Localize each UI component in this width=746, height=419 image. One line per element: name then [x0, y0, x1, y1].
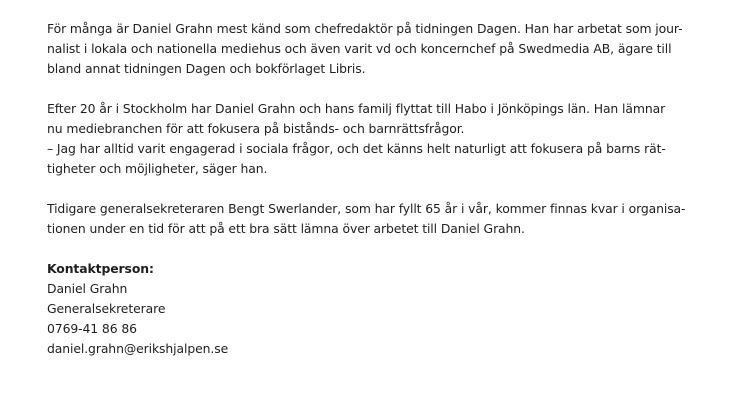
paragraph-3	[47, 199, 707, 239]
paragraph-line: bland annat tidningen Dagen och bokförlaget Libris.	[47, 61, 366, 76]
contact-label: Kontaktperson:	[47, 261, 154, 276]
paragraph-line: Tidigare generalsekreteraren Bengt Swerlander, som har fyllt 65 år i vår, kommer finnas kvar i organisa-	[47, 201, 686, 216]
contact-block	[47, 259, 707, 359]
quote-line: tigheter och möjligheter, säger han.	[47, 161, 268, 176]
paragraph-line: nalist i lokala och nationella mediehus och även varit vd och koncernchef på Swedmedia AB, ägare till	[47, 41, 672, 56]
paragraph-2	[47, 99, 707, 179]
paragraph-1	[47, 19, 707, 79]
article-body	[47, 19, 707, 359]
contact-email: daniel.grahn@erikshjalpen.se	[47, 341, 229, 356]
contact-phone: 0769-41 86 86	[47, 321, 137, 336]
paragraph-line: För många är Daniel Grahn mest känd som chefredaktör på tidningen Dagen. Han har arbetat som jour-	[47, 21, 683, 36]
quote-line: – Jag har alltid varit engagerad i sociala frågor, och det känns helt naturligt att fokusera på barns rät-	[47, 141, 666, 156]
contact-title: Generalsekreterare	[47, 301, 166, 316]
paragraph-line: Efter 20 år i Stockholm har Daniel Grahn och hans familj flyttat till Habo i Jönköpings län. Han lämnar	[47, 101, 666, 116]
paragraph-line: nu mediebranchen för att fokusera på bistånds- och barnrättsfrågor.	[47, 121, 465, 136]
paragraph-line: tionen under en tid för att på ett bra sätt lämna över arbetet till Daniel Grahn.	[47, 221, 525, 236]
contact-name: Daniel Grahn	[47, 281, 128, 296]
